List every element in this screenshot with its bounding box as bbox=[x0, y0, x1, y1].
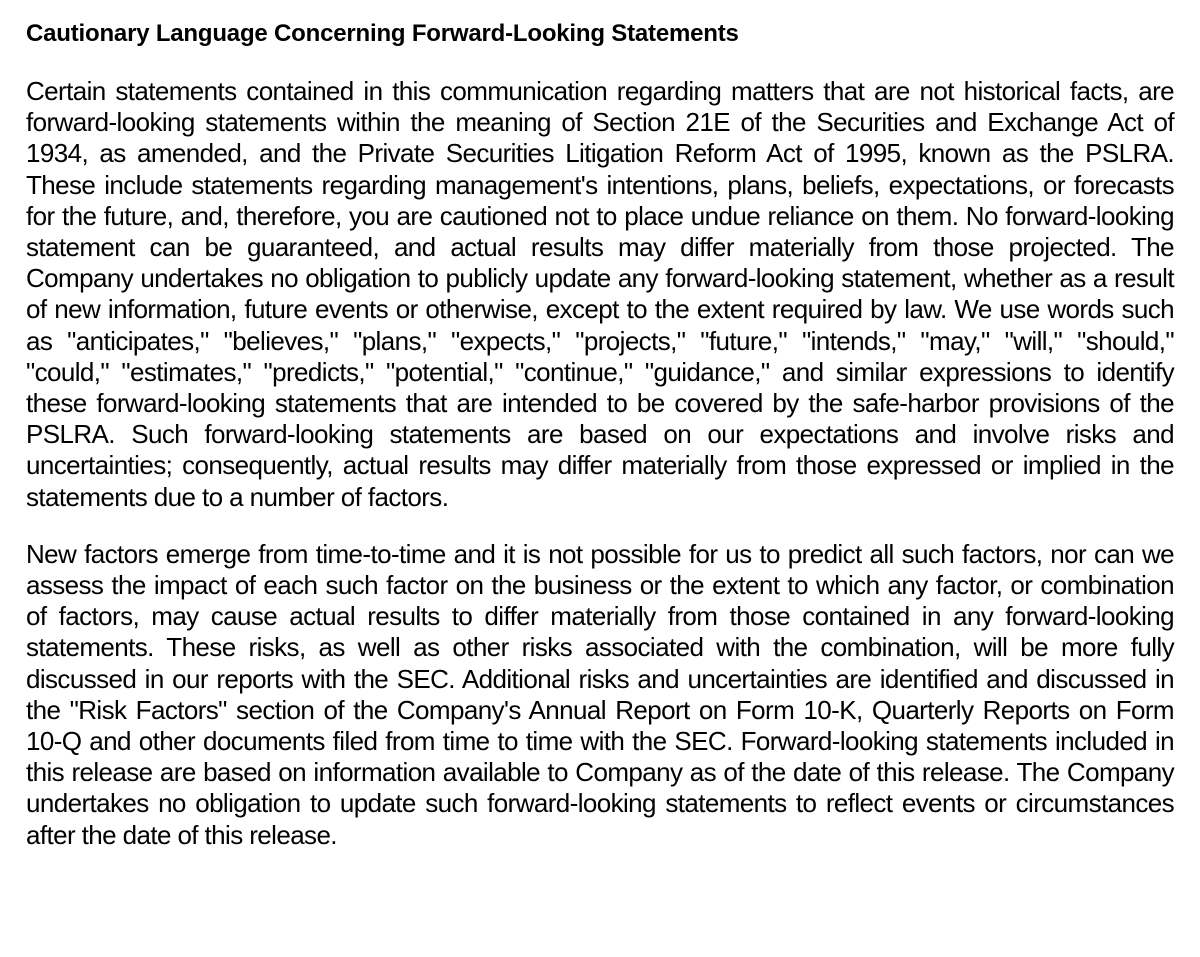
paragraph-new-factors: New factors emerge from time-to-time and it is not possible for us to predict all such factors, nor can we assess the impact of each such factor on the business or the extent to which any factor, or combination of factors, may cause actual results to differ materially from those contained in any forward-looking statements. These risks, as well as other risks associated with the combination, will be more fully discussed in our reports with the SEC. Additional risks and uncertainties are identified and discussed in the "Risk Factors" section of the Company's Annual Report on Form 10-K, Quarterly Reports on Form 10-Q and other documents filed from time to time with the SEC. Forward-looking statements included in this release are based on information available to Company as of the date of this release. The Company undertakes no obligation to update such forward-looking statements to reflect events or circumstances after the date of this release. bbox=[26, 538, 1174, 850]
paragraph-forward-looking-statements: Certain statements contained in this communication regarding matters that are not historical facts, are forward-looking statements within the meaning of Section 21E of the Securities and Exchange Act of 1934, as amended, and the Private Securities Litigation Reform Act of 1995, known as the PSLRA. These include statements regarding management's intentions, plans, beliefs, expectations, or forecasts for the future, and, therefore, you are cautioned not to place undue reliance on them. No forward-looking statement can be guaranteed, and actual results may differ materially from those projected. The Company undertakes no obligation to publicly update any forward-looking statement, whether as a result of new information, future events or otherwise, except to the extent required by law. We use words such as "anticipates," "believes," "plans," "expects," "projects," "future," "intends," "may," "will," "should," "could," "estimates," "predicts," "potential," "continue," "guidance," and similar expressions to identify these forward-looking statements that are intended to be covered by the safe-harbor provisions of the PSLRA. Such forward-looking statements are based on our expectations and involve risks and uncertainties; consequently, actual results may differ materially from those expressed or implied in the statements due to a number of factors. bbox=[26, 76, 1174, 512]
section-heading: Cautionary Language Concerning Forward-Looking Statements bbox=[26, 20, 739, 47]
document-body bbox=[26, 14, 1174, 851]
